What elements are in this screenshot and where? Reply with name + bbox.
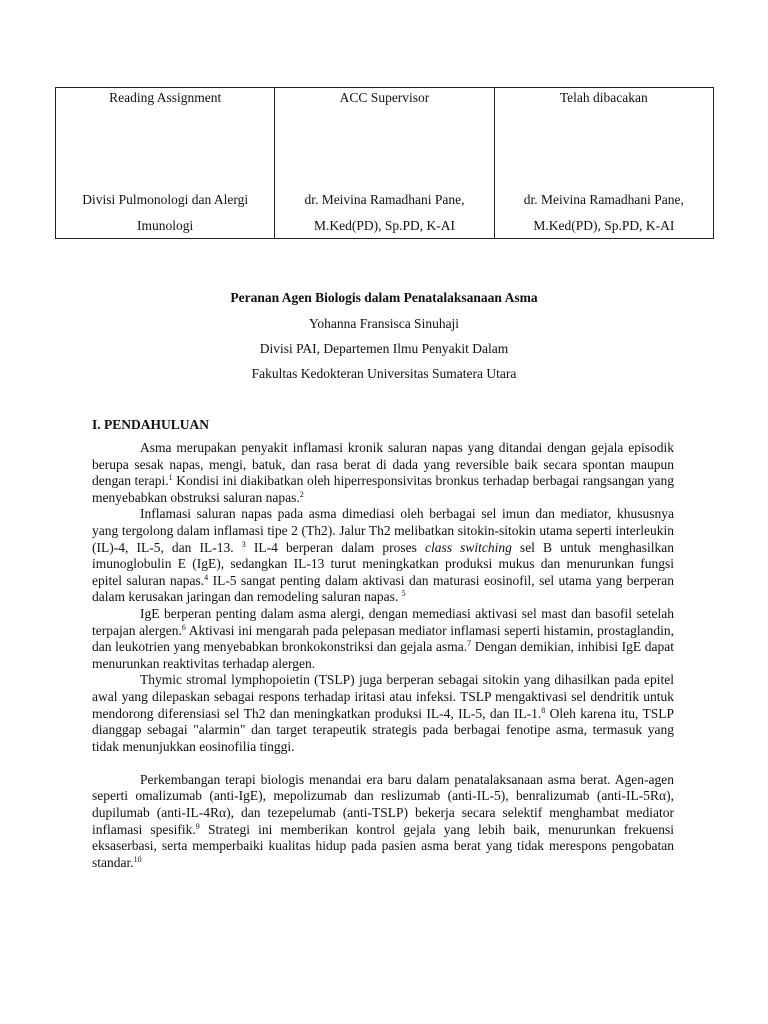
division-name [56,187,274,239]
p3-text-c: Dengan demikian, inhibisi IgE dapat menurunkan reaktivitas terhadap alergen. [92,639,675,671]
reading-assignment-cell [56,88,275,239]
paragraph-3 [92,606,674,672]
read-by-cell [494,88,713,239]
body-text [92,440,674,871]
section-heading: I. PENDAHULUAN [92,417,210,432]
read-by-line-1: dr. Meivina Ramadhani Pane, [523,192,684,207]
author-name: Yohanna Fransisca Sinuhaji [308,316,460,331]
citation-2: 2 [299,489,304,499]
division-line-2: Imunologi [137,218,194,233]
p3-text-b: Aktivasi ini mengarah pada pelepasan mediator inflamasi seperti histamin, prostaglandin, dan leukotrien yang menyebabkan bronkokonstriksi dan gejala asma. [92,622,674,655]
citation-8: 8 [541,705,546,715]
p2-text-d: IL-5 sangat penting dalam aktivasi dan maturasi eosinofil, sel utama yang berperan dalam kerusakan jaringan dan remodeling saluran napas. [92,572,674,605]
citation-10: 10 [133,854,142,864]
author-faculty: Fakultas Kedokteran Universitas Sumatera Utara [251,366,517,381]
supervisor-heading: ACC Supervisor [339,90,430,105]
citation-3: 3 [241,539,246,549]
citation-1: 1 [168,473,173,483]
citation-7: 7 [467,639,472,649]
p4-text-a: Thymic stromal lymphopoietin (TSLP) juga berperan sebagai sitokin yang dihasilkan pada epitel awal yang dilepaskan sebagai respons terhadap iritasi atau infeksi. TSLP mengaktivasi sel dendritik untuk mendorong diferensiasi sel Th2 dan meningkatkan produksi IL-4, IL-5, dan IL-1. [92,672,674,721]
supervisor-cell [275,88,494,239]
citation-6: 6 [181,622,186,632]
p1-text-a: Asma merupakan penyakit inflamasi kronik saluran napas yang ditandai dengan gejala episodik berupa sesak napas, mengi, batuk, dan rasa berat di dada yang reversible baik secara spontan maupun dengan terapi. [92,440,674,489]
author-division: Divisi PAI, Departemen Ilmu Penyakit Dalam [259,341,509,356]
p2-text-b: IL-4 berperan dalam proses [245,539,425,555]
p4-text-b: Oleh karena itu, TSLP dianggap sebagai "alarmin" dan target terapeutik strategis pada berbagai fenotipe asma, termasuk yang tidak menunjukkan eosinofilia tinggi. [92,705,675,754]
p2-text-a: Inflamasi saluran napas pada asma dimediasi oleh berbagai sel imun dan mediator, khususnya yang tergolong dalam inflamasi tipe 2 (Th2). Jalur Th2 melibatkan sitokin-sitokin utama seperti interleukin (IL)-4, IL-5, dan IL-13. [92,506,674,555]
paragraph-2 [92,506,674,606]
p5-text-a: Perkembangan terapi biologis menandai era baru dalam penatalaksanaan asma berat. Agen-agen seperti omalizumab (anti-IgE), mepolizumab dan reslizumab (anti-IL-5), benralizumab (anti-IL-5Rα), dupilumab (anti-IL-4Rα), dan tezepelumab (anti-TSLP) bekerja secara selektif menghambat mediator inflamasi spesifik. [92,771,674,837]
read-by-heading: Telah dibacakan [559,90,648,105]
read-by-name [495,187,713,239]
supervisor-name [275,187,493,239]
citation-4: 4 [204,572,209,582]
paragraph-4 [92,672,674,755]
division-line-1: Divisi Pulmonologi dan Alergi [82,192,249,207]
read-by-line-2: M.Ked(PD), Sp.PD, K-AI [533,218,675,233]
signature-table [55,87,714,239]
p3-text-a: IgE berperan penting dalam asma alergi, dengan memediasi aktivasi sel mast dan basofil setelah terpajan alergen. [92,605,674,638]
supervisor-line-2: M.Ked(PD), Sp.PD, K-AI [313,218,455,233]
p1-text-b: Kondisi ini diakibatkan oleh hiperresponsivitas bronkus terhadap berbagai rangsangan yang menyebabkan obstruksi saluran napas. [92,473,675,505]
citation-9: 9 [195,821,200,831]
citation-5: 5 [401,589,406,599]
p2-italic-term: class switching [424,539,512,555]
p2-text-c: sel B untuk menghasilkan imunoglobulin E (IgE), sedangkan IL-13 turut meningkatkan produksi mukus dan menurunkan fungsi epitel saluran napas. [92,539,674,588]
supervisor-line-1: dr. Meivina Ramadhani Pane, [304,192,465,207]
p5-text-b: Strategi ini memberikan kontrol gejala yang lebih baik, menurunkan frekuensi eksaserbasi, serta memperbaiki kualitas hidup pada pasien asma berat yang tidak merespons pengobatan standar. [92,821,674,870]
paragraph-5 [92,772,674,872]
paragraph-1 [92,440,674,506]
paper-title: Peranan Agen Biologis dalam Penatalaksanaan Asma [230,290,538,305]
reading-assignment-heading: Reading Assignment [109,90,222,105]
